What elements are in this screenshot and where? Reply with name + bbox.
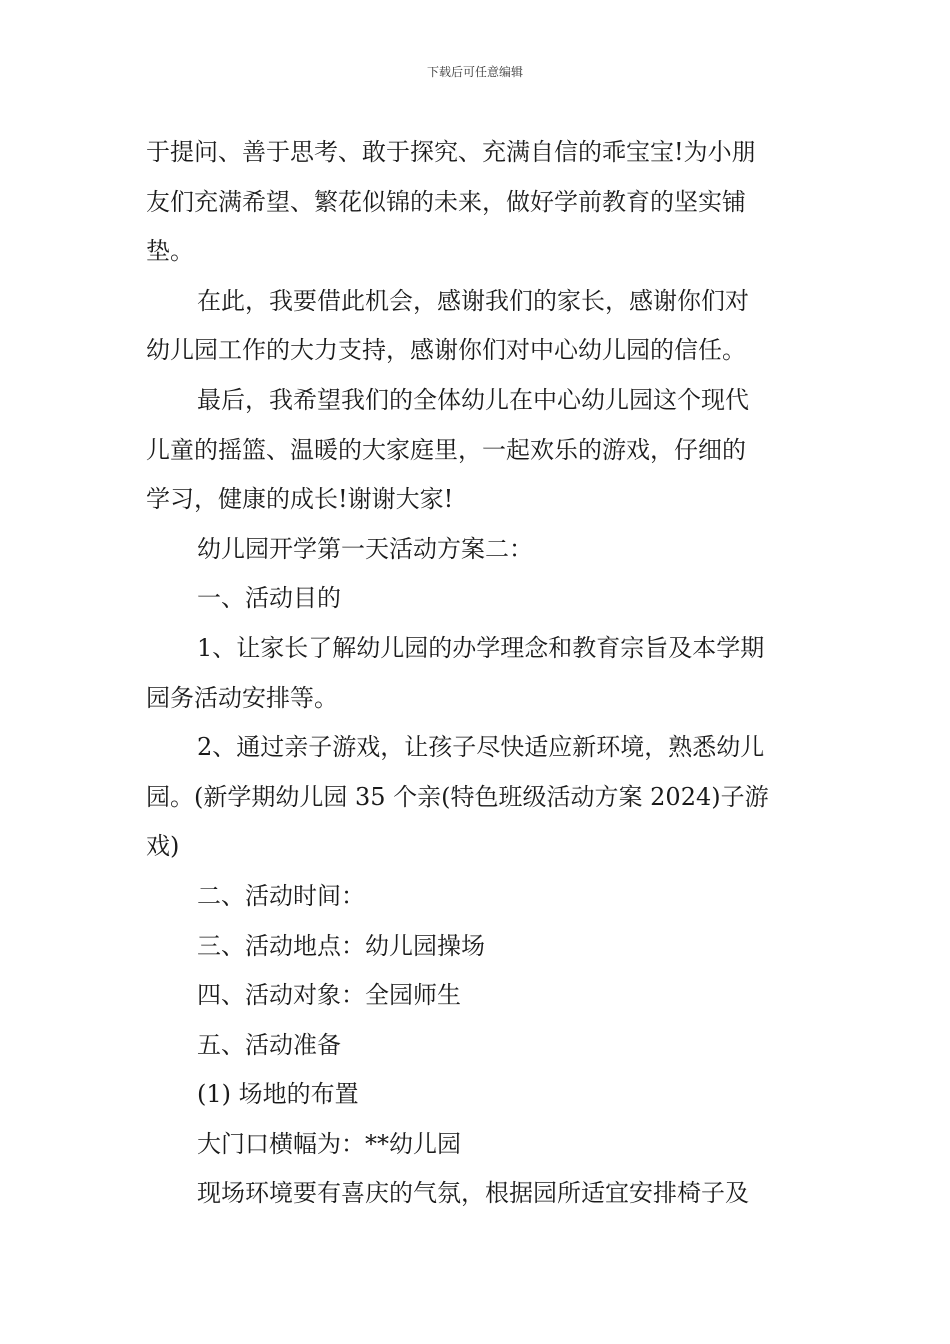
text-line: 三、活动地点：幼儿园操场 bbox=[197, 931, 485, 960]
text-line: 友们充满希望、繁花似锦的未来，做好学前教育的坚实铺 bbox=[146, 187, 746, 216]
text-line: 现场环境要有喜庆的气氛，根据园所适宜安排椅子及 bbox=[197, 1179, 749, 1208]
text-line: 幼儿园开学第一天活动方案二： bbox=[197, 534, 533, 563]
text-line: 园。(新学期幼儿园 35 个亲(特色班级活动方案 2024)子游 bbox=[146, 782, 769, 811]
text-line: 五、活动准备 bbox=[197, 1030, 341, 1059]
page-header: 下载后可任意编辑 bbox=[426, 65, 523, 79]
text-line: 最后，我希望我们的全体幼儿在中心幼儿园这个现代 bbox=[197, 385, 749, 414]
text-line: 二、活动时间： bbox=[197, 881, 365, 910]
text-line: 一、活动目的 bbox=[197, 584, 341, 613]
text-line: 垫。 bbox=[146, 237, 194, 266]
text-line: 1、让家长了解幼儿园的办学理念和教育宗旨及本学期 bbox=[197, 633, 765, 662]
text-line: 大门口横幅为：**幼儿园 bbox=[197, 1129, 461, 1158]
text-line: 四、活动对象：全园师生 bbox=[197, 981, 461, 1010]
text-line: (1) 场地的布置 bbox=[197, 1080, 359, 1109]
document-body bbox=[146, 128, 808, 1219]
text-line: 幼儿园工作的大力支持，感谢你们对中心幼儿园的信任。 bbox=[146, 336, 746, 365]
text-line: 学习，健康的成长!谢谢大家! bbox=[146, 485, 454, 514]
text-line: 于提问、善于思考、敢于探究、充满自信的乖宝宝!为小朋 bbox=[146, 138, 756, 166]
text-line: 儿童的摇篮、温暖的大家庭里，一起欢乐的游戏，仔细的 bbox=[146, 435, 746, 464]
text-line: 在此，我要借此机会，感谢我们的家长，感谢你们对 bbox=[197, 286, 749, 315]
text-line: 园务活动安排等。 bbox=[146, 683, 338, 712]
text-line: 戏) bbox=[146, 832, 180, 861]
text-line: 2、通过亲子游戏，让孩子尽快适应新环境，熟悉幼儿 bbox=[197, 733, 765, 762]
